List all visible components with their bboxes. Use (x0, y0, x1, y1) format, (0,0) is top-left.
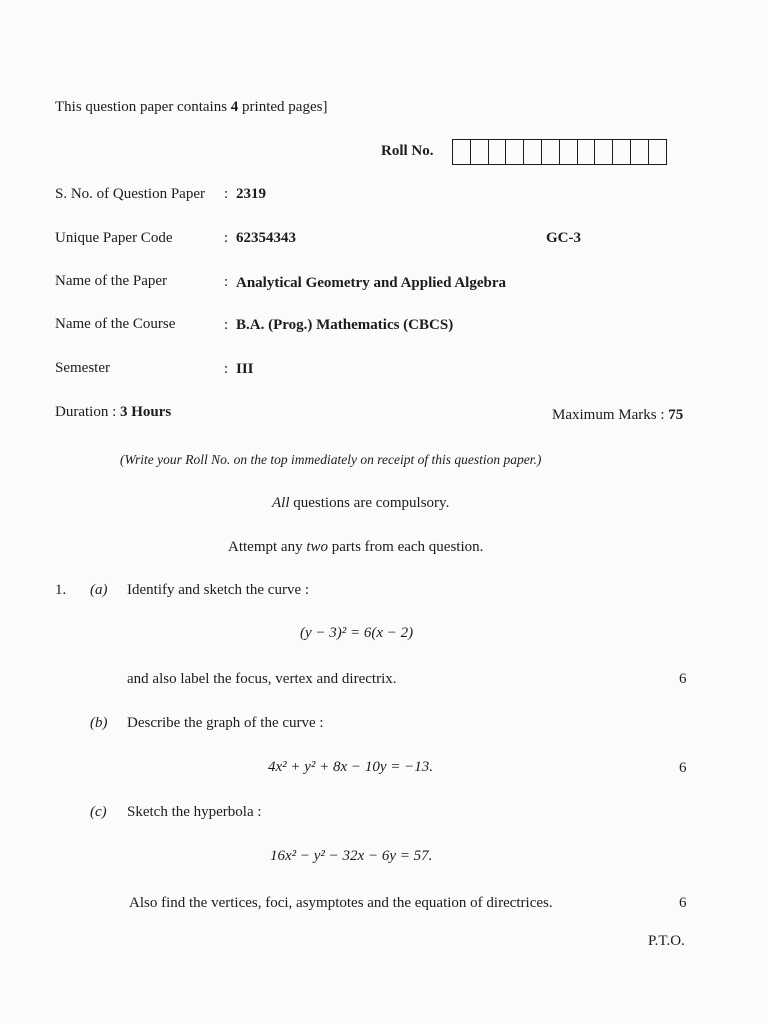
compulsory-note: All questions are compulsory. (272, 495, 450, 511)
part-c-label: (c) (90, 804, 107, 820)
semester-label: Semester (55, 360, 110, 376)
paper-colon: : (224, 274, 229, 290)
roll-number-boxes[interactable] (452, 139, 667, 165)
part-b-text: Describe the graph of the curve : (127, 715, 324, 731)
semester-colon: : (224, 361, 229, 377)
roll-box[interactable] (631, 140, 649, 164)
roll-label: Roll No. (381, 143, 434, 159)
part-c-equation: 16x² − y² − 32x − 6y = 57. (270, 848, 433, 864)
roll-box[interactable] (578, 140, 596, 164)
roll-box[interactable] (595, 140, 613, 164)
part-c-marks: 6 (679, 895, 687, 911)
question-number: 1. (55, 582, 67, 598)
duration-value: 3 Hours (120, 404, 172, 420)
maximum-marks: Maximum Marks : 75 (552, 407, 684, 423)
code-colon: : (224, 230, 229, 246)
part-a-equation: (y − 3)² = 6(x − 2) (300, 625, 414, 641)
gc-tag: GC-3 (546, 230, 581, 246)
part-a-label: (a) (90, 582, 108, 598)
course-value: B.A. (Prog.) Mathematics (CBCS) (236, 317, 454, 333)
code-label: Unique Paper Code (55, 230, 173, 246)
roll-box[interactable] (542, 140, 560, 164)
code-value: 62354343 (236, 230, 296, 246)
duration: Duration : 3 Hours (55, 404, 172, 420)
pages-count: 4 (230, 99, 239, 115)
roll-box[interactable] (649, 140, 666, 164)
course-label: Name of the Course (55, 316, 176, 332)
pages-note: This question paper contains 4 printed pages] (55, 99, 328, 115)
part-c-text: Sketch the hyperbola : (127, 804, 262, 820)
part-b-equation: 4x² + y² + 8x − 10y = −13. (268, 759, 433, 775)
pto-note: P.T.O. (648, 933, 685, 949)
course-colon: : (224, 317, 229, 333)
part-b-label: (b) (90, 715, 108, 731)
roll-box[interactable] (471, 140, 489, 164)
paper-label: Name of the Paper (55, 273, 168, 289)
part-b-marks: 6 (679, 760, 687, 776)
sno-colon: : (224, 186, 229, 202)
part-a-marks: 6 (679, 671, 687, 687)
roll-box[interactable] (613, 140, 631, 164)
sno-value: 2319 (236, 186, 266, 202)
attempt-note: Attempt any two parts from each question. (228, 539, 484, 555)
part-c-followup: Also find the vertices, foci, asymptotes and the equation of directrices. (129, 895, 553, 911)
paper-value: Analytical Geometry and Applied Algebra (236, 275, 506, 291)
sno-label: S. No. of Question Paper (55, 186, 205, 202)
roll-instruction: (Write your Roll No. on the top immediately on receipt of this question paper.) (120, 452, 542, 467)
roll-box[interactable] (489, 140, 507, 164)
part-a-text: Identify and sketch the curve : (127, 582, 310, 598)
roll-box[interactable] (506, 140, 524, 164)
semester-value: III (236, 361, 254, 377)
roll-box[interactable] (560, 140, 578, 164)
marks-value: 75 (668, 407, 684, 423)
roll-box[interactable] (453, 140, 471, 164)
part-a-followup: and also label the focus, vertex and directrix. (127, 671, 397, 687)
roll-box[interactable] (524, 140, 542, 164)
